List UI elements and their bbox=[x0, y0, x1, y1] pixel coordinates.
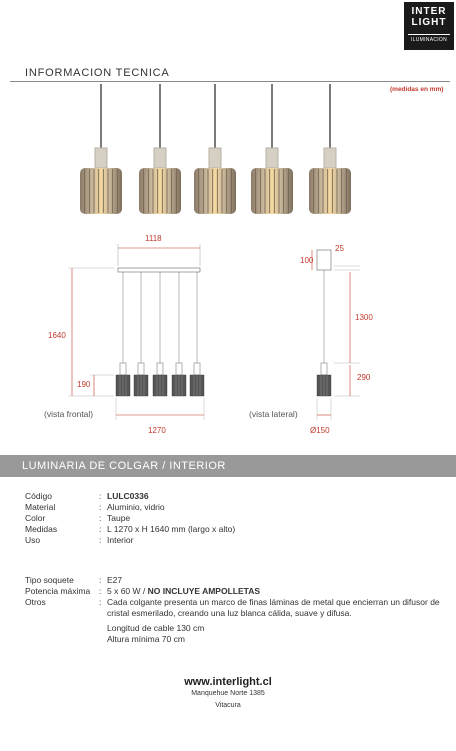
footer-address: Manquehue Norte 1385 bbox=[191, 690, 265, 697]
spec-row bbox=[25, 513, 455, 524]
pendant-lamp bbox=[139, 84, 181, 214]
spec-row bbox=[25, 575, 455, 586]
footer-url[interactable]: www.interlight.cl bbox=[184, 676, 272, 688]
spec-colon: : bbox=[99, 491, 102, 501]
spec-key: Potencia máxima bbox=[25, 586, 91, 596]
spec-value-emphasis: NO INCLUYE AMPOLLETAS bbox=[147, 586, 261, 596]
pendant-lamp bbox=[251, 84, 293, 214]
spec-value: E27 bbox=[107, 575, 123, 585]
spec-colon: : bbox=[99, 586, 102, 596]
dim-width-top: 1118 bbox=[145, 234, 162, 243]
section-title: INFORMACION TECNICA bbox=[25, 67, 170, 79]
dim-canopy-depth: 25 bbox=[335, 244, 344, 253]
units-note: (medidas en mm) bbox=[390, 86, 444, 93]
spec-value: Taupe bbox=[107, 513, 131, 523]
dim-height-total: 1640 bbox=[48, 331, 66, 340]
spec-colon: : bbox=[99, 524, 102, 534]
spec-row bbox=[25, 502, 455, 513]
spec-value: LULC0336 bbox=[107, 491, 149, 501]
spec-row bbox=[25, 535, 455, 546]
spec-colon: : bbox=[99, 513, 102, 523]
dim-side-shade-height: 290 bbox=[357, 373, 371, 382]
product-photo bbox=[0, 84, 456, 224]
brand-line1: INTER bbox=[411, 6, 447, 17]
dim-shade-height: 190 bbox=[77, 380, 91, 389]
section-divider bbox=[10, 81, 450, 82]
spec-colon: : bbox=[99, 597, 102, 607]
spec-row bbox=[25, 491, 455, 502]
spec-value: 5 x 60 W / NO INCLUYE AMPOLLETAS bbox=[107, 586, 261, 596]
pendant-lamp bbox=[194, 84, 236, 214]
dim-canopy-height: 100 bbox=[300, 256, 314, 265]
spec-extra-line: Altura mínima 70 cm bbox=[107, 634, 185, 644]
spec-colon: : bbox=[99, 535, 102, 545]
category-title: LUMINARIA DE COLGAR / INTERIOR bbox=[22, 460, 226, 472]
spec-key: Código bbox=[25, 491, 52, 501]
dim-cable-length: 1300 bbox=[355, 313, 373, 322]
spec-row bbox=[25, 524, 455, 535]
spec-key: Medidas bbox=[25, 524, 58, 534]
dim-diameter: Ø150 bbox=[310, 426, 330, 435]
spec-extra-line: Longitud de cable 130 cm bbox=[107, 623, 205, 633]
brand-line3: ILUMINACION bbox=[408, 34, 450, 43]
label-front-view: (vista frontal) bbox=[44, 409, 94, 419]
spec-value: Cada colgante presenta un marco de finas láminas de metal que encierran un difusor de cristal esmerilado, creando una luz blanca cálida, suave y difusa. bbox=[107, 597, 440, 618]
spec-colon: : bbox=[99, 575, 102, 585]
spec-value: L 1270 x H 1640 mm (largo x alto) bbox=[107, 524, 236, 534]
spec-key: Material bbox=[25, 502, 56, 512]
spec-colon: : bbox=[99, 502, 102, 512]
brand-line2: LIGHT bbox=[411, 17, 447, 28]
brand-logo bbox=[404, 2, 454, 50]
pendant-lamp bbox=[309, 84, 351, 214]
label-side-view: (vista lateral) bbox=[249, 409, 298, 419]
spec-key: Tipo soquete bbox=[25, 575, 74, 585]
spec-key: Uso bbox=[25, 535, 41, 545]
spec-row bbox=[25, 586, 455, 597]
footer-city: Vitacura bbox=[215, 702, 241, 709]
pendant-lamp bbox=[80, 84, 122, 214]
dim-width-total: 1270 bbox=[148, 426, 166, 435]
spec-key: Color bbox=[25, 513, 46, 523]
spec-key: Otros bbox=[25, 597, 46, 607]
spec-value: Interior bbox=[107, 535, 134, 545]
spec-value: Aluminio, vidrio bbox=[107, 502, 165, 512]
spec-row bbox=[25, 597, 455, 618]
